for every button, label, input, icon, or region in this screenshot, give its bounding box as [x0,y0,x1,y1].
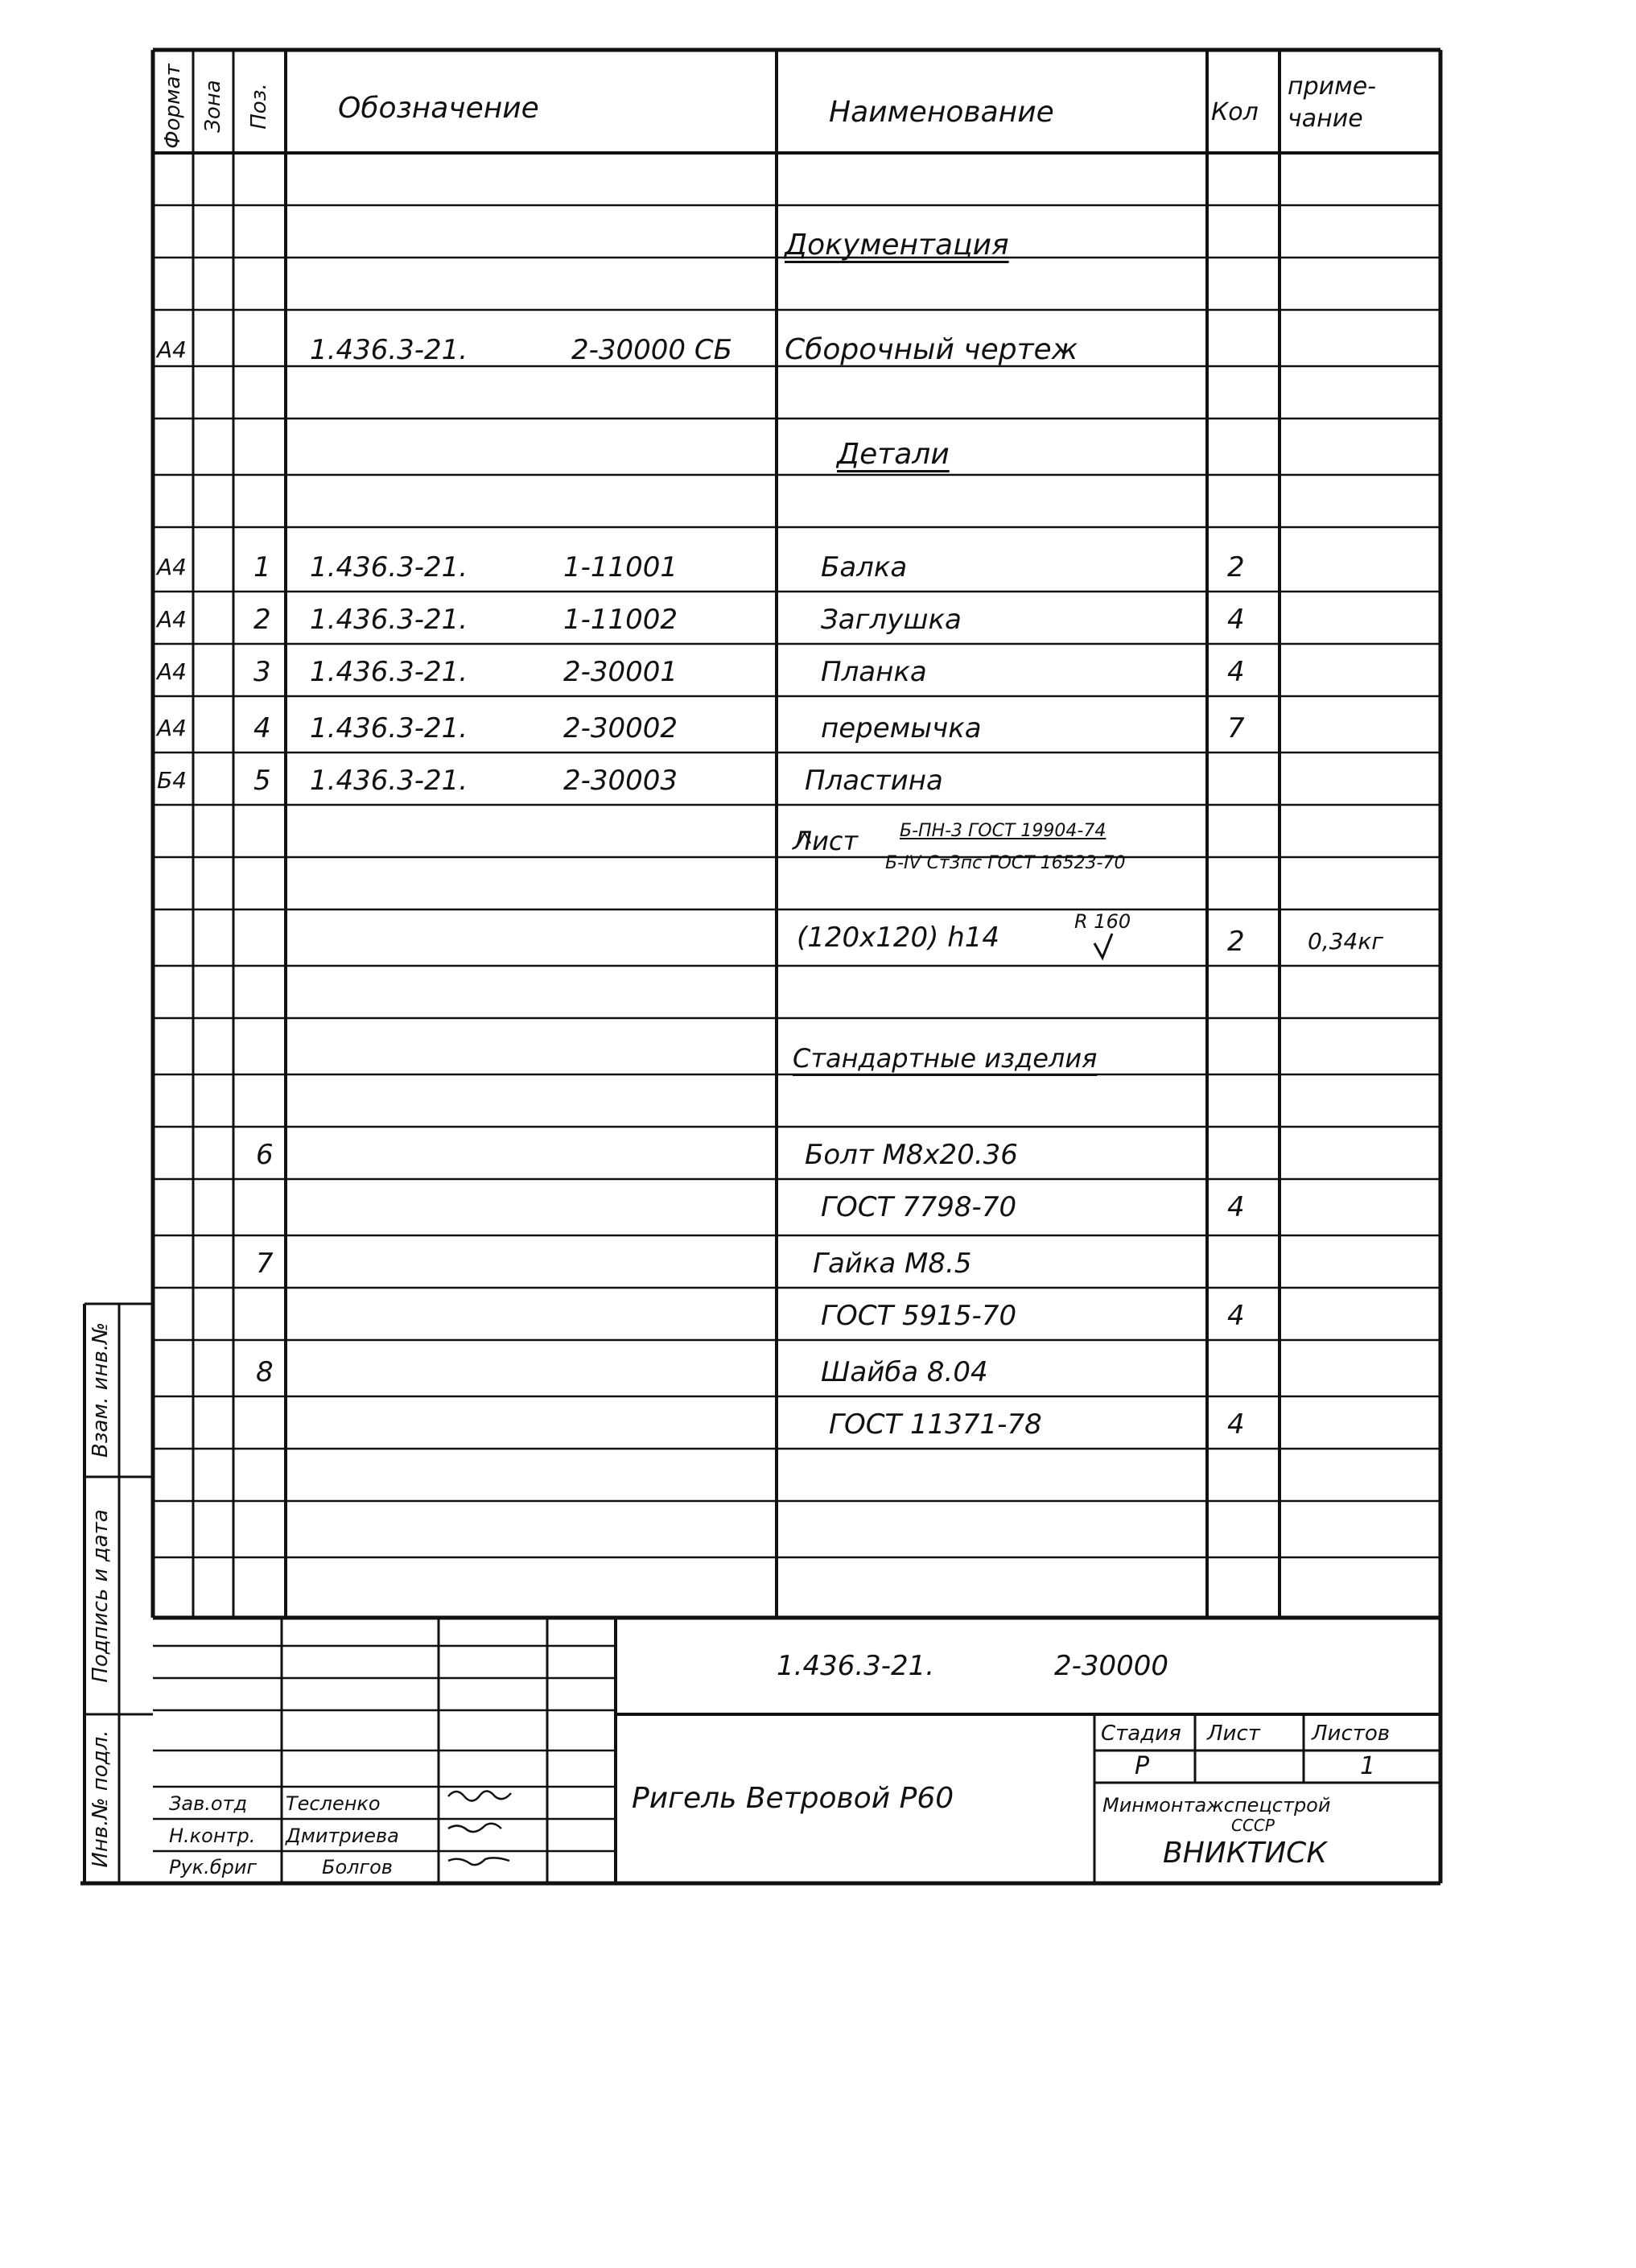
standard-qty: 4 [1227,1300,1245,1332]
header-zone: Зона [201,80,225,133]
detail-name: перемычка [821,712,982,744]
doc-code: 2-30000 СБ [571,334,732,366]
standard-pos: 7 [256,1247,274,1280]
standard-name: Гайка М8.5 [813,1247,972,1280]
title-stage-label: Стадия [1101,1722,1181,1746]
header-note-line2: чание [1288,105,1363,133]
header-note-line1: приме- [1288,72,1377,101]
plate-qty: 2 [1227,926,1245,958]
detail-pos: 2 [253,604,271,636]
detail-code: 2-30001 [563,656,678,688]
detail-designation: 1.436.3-21. [310,765,468,797]
title-stage: Р [1135,1752,1150,1780]
header-designation: Обозначение [338,92,539,125]
detail-format: А4 [157,658,187,685]
plate-material-prefix: Лист [793,826,859,856]
plate-material-bottom: Б-IV Ст3пс ГОСТ 16523-70 [885,853,1126,873]
plate-roughness: R 160 [1074,910,1131,933]
detail-code: 2-30003 [563,765,678,797]
detail-code: 2-30002 [563,712,678,744]
header-name: Наименование [829,96,1054,129]
detail-code: 1-11001 [563,551,678,583]
signature-scribbles [448,1791,511,1865]
standard-qty: 4 [1227,1191,1245,1223]
stamp-podp-data: Подпись и дата [89,1509,113,1683]
plate-note: 0,34кг [1308,928,1383,955]
detail-pos: 1 [253,551,271,583]
signature-role: Рук.бриг [169,1856,258,1878]
detail-format: А4 [157,554,187,580]
plate-material-top: Б-ПН-3 ГОСТ 19904-74 [900,821,1106,841]
standard-qty: 4 [1227,1408,1245,1441]
detail-qty: 7 [1227,712,1245,744]
doc-designation: 1.436.3-21. [310,334,468,366]
title-org-line1: Минмонтажспецстрой [1102,1794,1331,1816]
doc-format: А4 [157,336,187,363]
title-org-name: ВНИКТИСК [1163,1837,1327,1870]
title-sheets: 1 [1360,1752,1376,1780]
signature-role: Н.контр. [169,1825,256,1847]
standard-name: ГОСТ 11371-78 [829,1408,1042,1441]
header-pos: Поз. [247,83,271,130]
detail-name: Планка [821,656,927,688]
detail-pos: 4 [253,712,271,744]
detail-code: 1-11002 [563,604,678,636]
detail-designation: 1.436.3-21. [310,551,468,583]
detail-designation: 1.436.3-21. [310,712,468,744]
detail-format: А4 [157,606,187,633]
detail-designation: 1.436.3-21. [310,604,468,636]
title-doc-number: 1.436.3-21. [777,1650,935,1682]
plate-size: (120х120) h14 [797,922,1000,954]
detail-name: Заглушка [821,604,962,636]
signature-role: Зав.отд [169,1792,248,1815]
detail-qty: 2 [1227,551,1245,583]
detail-designation: 1.436.3-21. [310,656,468,688]
section-documentation: Документация [785,229,1009,262]
detail-qty: 4 [1227,656,1245,688]
standard-name: Шайба 8.04 [821,1356,988,1388]
standard-pos: 8 [256,1356,274,1388]
detail-name: Пластина [805,765,943,797]
stamp-vzam: Взам. инв.№ [89,1322,113,1458]
detail-pos: 5 [253,765,271,797]
title-name: Ригель Ветровой Р60 [632,1782,954,1815]
signature-name: Тесленко [286,1792,381,1815]
signature-name: Дмитриева [286,1825,399,1847]
standard-name: Болт М8х20.36 [805,1139,1018,1171]
doc-name: Сборочный чертеж [785,333,1078,366]
stamp-inv-podl: Инв.№ подл. [89,1730,113,1868]
title-doc-code: 2-30000 [1054,1650,1169,1682]
standard-name: ГОСТ 7798-70 [821,1191,1017,1223]
standard-pos: 6 [256,1139,274,1171]
header-format: Формат [161,64,185,149]
title-sheet-label: Лист [1207,1722,1260,1746]
section-standard: Стандартные изделия [793,1043,1098,1074]
header-qty: Кол [1211,98,1259,126]
standard-name: ГОСТ 5915-70 [821,1300,1017,1332]
section-details: Детали [837,438,950,471]
detail-qty: 4 [1227,604,1245,636]
title-org-line2: СССР [1231,1816,1275,1835]
title-sheets-label: Листов [1312,1722,1391,1746]
detail-format: А4 [157,715,187,741]
detail-format: Б4 [157,767,188,794]
detail-pos: 3 [253,656,271,688]
detail-name: Балка [821,551,908,583]
signature-name: Болгов [322,1856,393,1878]
